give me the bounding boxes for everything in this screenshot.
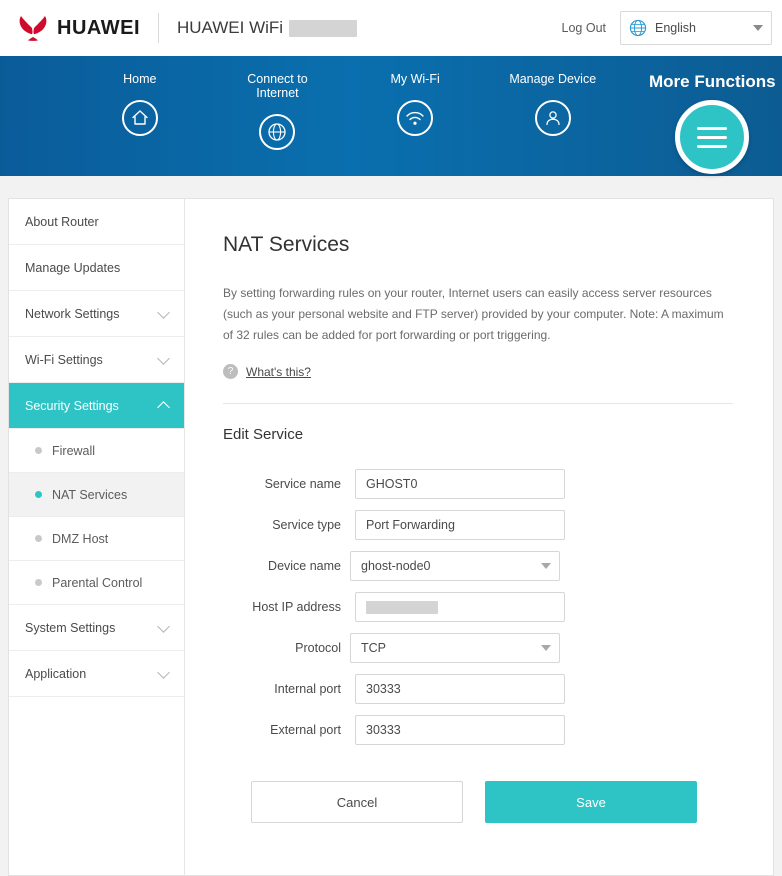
huawei-flower-icon xyxy=(18,15,48,41)
page-title: NAT Services xyxy=(223,233,350,256)
chevron-down-icon xyxy=(157,352,170,365)
sidebar-item-label: Manage Updates xyxy=(25,260,121,275)
bullet-icon xyxy=(35,579,42,586)
nav-item-more-functions[interactable] xyxy=(643,56,782,174)
sidebar-item-system-settings[interactable] xyxy=(9,605,184,651)
content-panel xyxy=(8,198,774,876)
cancel-button[interactable]: Cancel xyxy=(251,781,463,823)
nav-label: More Functions xyxy=(649,72,776,91)
form-row-protocol xyxy=(223,633,733,663)
whats-this-link[interactable]: What's this? xyxy=(246,364,311,379)
chevron-down-icon xyxy=(157,666,170,679)
form-row-service-type xyxy=(223,510,733,540)
bullet-icon xyxy=(35,535,42,542)
sidebar-item-label: Network Settings xyxy=(25,306,120,321)
save-button[interactable]: Save xyxy=(485,781,697,823)
bullet-icon xyxy=(35,491,42,498)
router-title-text: HUAWEI WiFi xyxy=(177,18,284,37)
sidebar-item-label: About Router xyxy=(25,214,99,229)
external-port-input[interactable] xyxy=(355,715,565,745)
sidebar-item-network-settings[interactable] xyxy=(9,291,184,337)
external-port-value: 30333 xyxy=(366,723,401,737)
brand-name: HUAWEI xyxy=(57,16,140,39)
host-ip-label: Host IP address xyxy=(252,600,341,614)
router-title-redacted xyxy=(289,20,357,37)
sidebar-item-about-router[interactable] xyxy=(9,199,184,245)
globe-icon xyxy=(259,114,295,150)
top-bar xyxy=(0,0,782,56)
hamburger-bar xyxy=(697,136,727,139)
wifi-icon xyxy=(397,100,433,136)
sidebar-item-wifi-settings[interactable] xyxy=(9,337,184,383)
service-name-input[interactable] xyxy=(355,469,565,499)
sidebar-item-label: Application xyxy=(25,666,87,681)
chevron-up-icon xyxy=(157,401,170,414)
chevron-down-icon xyxy=(541,563,551,569)
page-body xyxy=(0,176,782,876)
nav-item-home[interactable] xyxy=(92,56,188,136)
hamburger-bar xyxy=(697,145,727,148)
logout-link[interactable]: Log Out xyxy=(561,21,606,35)
sidebar-item-manage-updates[interactable] xyxy=(9,245,184,291)
hamburger-icon[interactable] xyxy=(675,100,749,174)
sidebar-item-label: Wi-Fi Settings xyxy=(25,352,103,367)
chevron-down-icon xyxy=(541,645,551,651)
internal-port-label: Internal port xyxy=(274,682,341,696)
section-divider xyxy=(223,403,733,404)
sidebar-subitem-label: DMZ Host xyxy=(52,531,109,546)
nav-label: My Wi-Fi xyxy=(390,72,440,86)
host-ip-redacted xyxy=(366,601,438,614)
service-name-value: GHOST0 xyxy=(366,477,418,491)
section-title: Edit Service xyxy=(223,426,304,443)
chevron-down-icon xyxy=(157,306,170,319)
sidebar-item-label: Security Settings xyxy=(25,398,119,413)
form-actions xyxy=(223,781,733,823)
sidebar-item-security-settings[interactable] xyxy=(9,383,184,429)
internal-port-input[interactable] xyxy=(355,674,565,704)
sidebar-subitem-label: NAT Services xyxy=(52,487,128,502)
user-icon xyxy=(535,100,571,136)
language-selector[interactable] xyxy=(620,11,772,45)
sidebar-item-dmz-host[interactable] xyxy=(9,517,184,561)
nav-item-manage-device[interactable] xyxy=(505,56,601,136)
sidebar-subitem-label: Firewall xyxy=(52,443,96,458)
chevron-down-icon xyxy=(753,25,763,31)
sidebar xyxy=(9,199,185,875)
protocol-label: Protocol xyxy=(295,641,341,655)
whats-this-row xyxy=(223,364,733,379)
main-navigation xyxy=(0,56,782,176)
form-row-host-ip xyxy=(223,592,733,622)
form-row-device-name xyxy=(223,551,733,581)
sidebar-item-firewall[interactable] xyxy=(9,429,184,473)
nav-label: Home xyxy=(123,72,157,86)
service-type-label: Service type xyxy=(272,518,341,532)
sidebar-subitem-label: Parental Control xyxy=(52,575,143,590)
globe-icon xyxy=(629,19,647,37)
language-value: English xyxy=(655,21,696,35)
sidebar-item-parental-control[interactable] xyxy=(9,561,184,605)
bullet-icon xyxy=(35,447,42,454)
service-type-input[interactable] xyxy=(355,510,565,540)
device-name-select[interactable] xyxy=(350,551,560,581)
service-name-label: Service name xyxy=(264,477,341,491)
brand-logo xyxy=(18,15,140,41)
hamburger-bar xyxy=(697,127,727,130)
page-description: By setting forwarding rules on your router, Internet users can easily access server resources (such as your personal website and FTP server) provided by your computer. Note: A maximum of 32 rules can be added for port forwarding or port triggering. xyxy=(223,286,724,342)
form-row-service-name xyxy=(223,469,733,499)
chevron-down-icon xyxy=(157,620,170,633)
protocol-value: TCP xyxy=(361,641,386,655)
form-row-internal-port xyxy=(223,674,733,704)
nav-item-connect-to-internet[interactable] xyxy=(230,56,326,150)
host-ip-input[interactable] xyxy=(355,592,565,622)
nav-item-my-wifi[interactable] xyxy=(367,56,463,136)
form-row-external-port xyxy=(223,715,733,745)
top-bar-right xyxy=(562,11,772,45)
nav-label: Connect to Internet xyxy=(247,72,308,100)
external-port-label: External port xyxy=(270,723,341,737)
router-title xyxy=(177,18,357,38)
nav-items xyxy=(0,56,782,176)
internal-port-value: 30333 xyxy=(366,682,401,696)
main-content xyxy=(185,199,773,875)
nav-label: Manage Device xyxy=(509,72,597,86)
home-icon xyxy=(122,100,158,136)
service-type-value: Port Forwarding xyxy=(366,518,455,532)
header-divider xyxy=(158,13,159,43)
question-mark-icon: ? xyxy=(223,364,238,379)
sidebar-item-label: System Settings xyxy=(25,620,116,635)
device-name-label: Device name xyxy=(268,559,341,573)
sidebar-item-application[interactable] xyxy=(9,651,184,697)
sidebar-item-nat-services[interactable] xyxy=(9,473,184,517)
protocol-select[interactable] xyxy=(350,633,560,663)
device-name-value: ghost-node0 xyxy=(361,559,431,573)
